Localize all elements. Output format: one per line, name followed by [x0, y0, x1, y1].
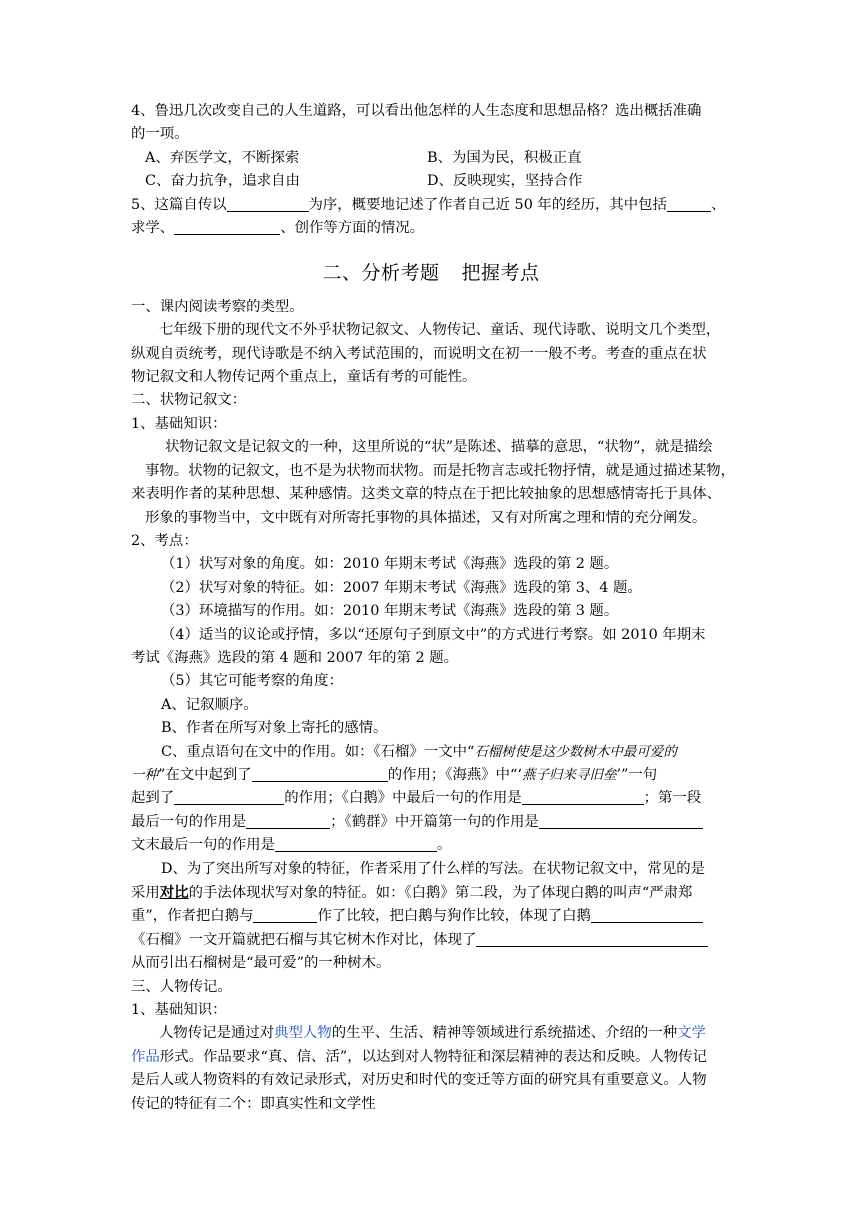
- answer-blank: [174, 788, 284, 805]
- exam-points-heading: 2、考点：: [131, 532, 198, 549]
- section-title-part2: 把握考点: [461, 262, 540, 285]
- intro-line: 七年级下册的现代文不外乎状物记叙文、人物传记、童话、现代诗歌、说明文几个类型，: [159, 322, 721, 339]
- quoted-sentence: 石榴树使是这少数树木中最可爱的: [474, 743, 677, 760]
- text: 重”，作者把白鹅与: [131, 908, 254, 925]
- text: 形式。作品要求“真、信、活”，以达到对人物特征和深层精神的表达和反映。人物传记: [159, 1048, 707, 1065]
- document-page: [131, 100, 736, 1116]
- text: 的作用；《海燕》中“‘: [387, 766, 522, 783]
- bio-line1: [131, 1022, 731, 1045]
- sub-point-a: A、记叙顺序。: [161, 696, 258, 713]
- sub-point-b: B、作者在所写对象上寄托的感情。: [161, 720, 388, 737]
- q4-options-row2: [131, 170, 731, 193]
- q5-text: 为序，概要地记述了作者自己近 50 年的经历，其中包括: [308, 196, 667, 213]
- sub-point-c-line1: [131, 741, 731, 764]
- link-typical-figure[interactable]: 典型人物: [274, 1025, 332, 1042]
- sub-point-d-line1: D、为了突出所写对象的特征，作者采用了什么样的写法。在状物记叙文中，常见的是: [161, 860, 705, 877]
- answer-blank: [252, 765, 388, 782]
- text: 起到了: [131, 790, 175, 807]
- q4-option-a: A、弃医学文，不断探索: [145, 149, 300, 166]
- q5-text: 、: [710, 196, 726, 213]
- exam-point: （3）环境描写的作用。如：2010 年期末考试《海燕》选段的第 3 题。: [161, 603, 619, 620]
- answer-blank: [476, 930, 708, 947]
- answer-blank: [539, 812, 703, 829]
- text: 人物传记是通过对: [159, 1025, 275, 1042]
- exam-point: （1）状写对象的角度。如：2010 年期末考试《海燕》选段的第 2 题。: [161, 556, 619, 573]
- section-title-part1: 二、分析考题: [322, 262, 440, 285]
- text: 。: [436, 837, 452, 854]
- basic-knowledge-heading: 1、基础知识：: [131, 1002, 227, 1019]
- answer-blank: [227, 195, 309, 212]
- sub-point-c-line4: [131, 811, 731, 834]
- basic-text-line: 事物。状物的记叙文，也不是为状物而状物。而是托物言志或托物抒情，就是通过描述某物，: [145, 462, 736, 479]
- intro-line: 物记叙文和人物传记两个重点上，童话有考的可能性。: [131, 369, 477, 386]
- text: ”在文中起到了: [158, 766, 252, 783]
- link-literary-work[interactable]: 文学: [677, 1025, 706, 1042]
- q5-text: 、创作等方面的情况。: [280, 220, 425, 237]
- answer-blank: [591, 906, 703, 923]
- answer-blank: [667, 195, 711, 212]
- quoted-sentence: 燕子归来寻旧垒: [521, 766, 617, 783]
- q4-stem-line1: 4、鲁迅几次改变自己的人生道路，可以看出他怎样的人生态度和思想品格？选出概括准确: [131, 103, 702, 119]
- basic-text-line: 来表明作者的某种思想、某种感情。这类文章的特点在于把比较抽象的思想感情寄托于具体、: [131, 486, 722, 503]
- quoted-sentence: 一种: [131, 766, 158, 783]
- emphasis-contrast: 对比: [159, 884, 189, 901]
- basic-text-line: 形象的事物当中，文中既有对所寄托事物的具体描述，又有对所寓之理和情的充分阐发。: [145, 509, 707, 526]
- q4-option-d: D、反映现实，坚持合作: [427, 173, 583, 190]
- link-literary-work[interactable]: 作品: [131, 1048, 160, 1065]
- text: 的作用；《白鹅》中最后一句的作用是: [284, 790, 522, 807]
- q4-option-b: B、为国为民，积极正直: [427, 149, 582, 166]
- text: C、重点语句在文中的作用。如：《石榴》一文中“: [161, 743, 475, 760]
- intro-line: 纵观自贡统考，现代诗歌是不纳入考试范围的，而说明文在初一一般不考。考查的重点在状: [131, 345, 707, 362]
- sub-point-d-line2: [131, 881, 731, 905]
- sub-point-c-line3: [131, 787, 731, 810]
- heading-3: 三、人物传记。: [131, 978, 232, 995]
- answer-blank: [275, 835, 437, 852]
- answer-blank: [246, 812, 330, 829]
- answer-blank: [174, 218, 280, 235]
- text: 采用: [131, 885, 160, 901]
- basic-text-line: 状物记叙文是记叙文的一种，这里所说的“状”是陈述、描摹的意思，“状物”，就是描绘: [165, 439, 713, 456]
- answer-blank: [253, 906, 317, 923]
- exam-point: （4）适当的议论或抒情，多以“还原句子到原文中”的方式进行考察。如 2010 年期末: [161, 626, 706, 643]
- bio-line3: 是后人或人物资料的有效记录形式，对历史和时代的变迁等方面的研究具有重要意义。人物: [131, 1072, 707, 1089]
- text: ；第一段: [643, 790, 702, 807]
- heading-1: 一、课内阅读考察的类型。: [131, 298, 304, 315]
- text: 作了比较，把白鹅与狗作比较，体现了白鹅: [317, 908, 591, 925]
- text: 的生平、生活、精神等领域进行系统描述、介绍的一种: [331, 1025, 678, 1042]
- text: ；《鹤群》中开篇第一句的作用是: [330, 813, 539, 830]
- text: ’”一句: [616, 766, 658, 783]
- section-title: [131, 262, 731, 285]
- exam-point: （5）其它可能考察的角度：: [161, 673, 343, 690]
- bio-line4: 传记的特征有二个：即真实性和文学性: [131, 1095, 376, 1112]
- heading-2: 二、状物记叙文：: [131, 392, 247, 409]
- q4-options-row1: [131, 147, 731, 170]
- sub-point-c-line2: [131, 764, 731, 787]
- text: 《石榴》一文开篇就把石榴与其它树木作对比，体现了: [131, 931, 477, 948]
- sub-point-d-line3: [131, 905, 731, 928]
- text: 文末最后一句的作用是: [131, 837, 275, 854]
- q5-text: 求学、: [131, 220, 175, 237]
- exam-point: 考试《海燕》选段的第 4 题和 2007 年的第 2 题。: [131, 649, 459, 666]
- sub-point-d-line4: [131, 929, 731, 952]
- text: 最后一句的作用是: [131, 813, 247, 830]
- q4-stem-line2: 的一项。: [131, 126, 189, 143]
- bio-line2: [131, 1046, 731, 1069]
- q4-option-c: C、奋力抗争，追求自由: [145, 173, 300, 190]
- basic-knowledge-heading: 1、基础知识：: [131, 415, 227, 432]
- q5-line2: [131, 217, 731, 240]
- q5-text: 5、这篇自传以: [131, 196, 227, 213]
- answer-blank: [522, 788, 644, 805]
- exam-point: （2）状写对象的特征。如：2007 年期末考试《海燕》选段的第 3、4 题。: [161, 579, 642, 596]
- sub-point-d-line5: 从而引出石榴树是“最可爱”的一种树木。: [131, 955, 391, 972]
- text: 的手法体现状写对象的特征。如：《白鹅》第二段，为了体现白鹅的叫声“严肃郑: [188, 885, 693, 901]
- q5-line1: [131, 194, 731, 217]
- sub-point-c-line5: [131, 834, 731, 857]
